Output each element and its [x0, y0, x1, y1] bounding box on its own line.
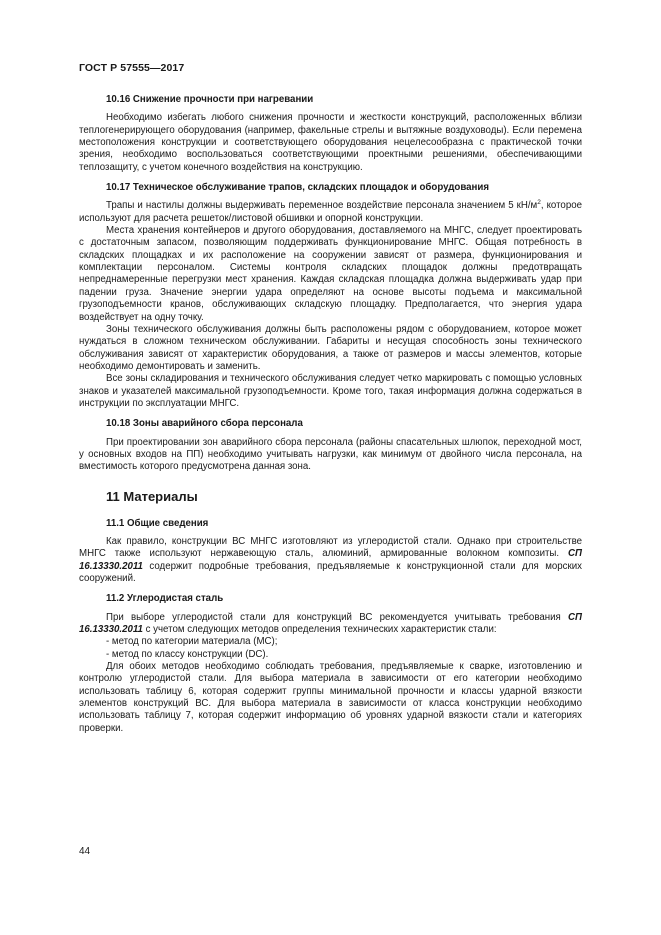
- method-list: [79, 636, 582, 661]
- paragraph: [79, 536, 582, 585]
- standard-reference: СП 16.13330.2011: [79, 611, 582, 636]
- section-10-16: [79, 94, 582, 174]
- text-run: Как правило, конструкции ВС МНГС изготовляют из углеродистой стали. Однако при строительстве МНГС также используют нержавеющую сталь, алюминий, армированные волокном композиты.: [79, 535, 582, 560]
- paragraph: Для обоих методов необходимо соблюдать требования, предъявляемые к сварке, изготовлению и контролю углеродистой стали. Для выбора материала в зависимости от его категории необходимо использовать таблицу 6, которая содержит группы минимальной прочности и классы ударной вязкости элементов конструкций ВС. Для выбора материала в зависимости от класса конструкции необходимо использовать таблицу 7, которая содержит информацию об уровнях ударной вязкости стали и категориях проверки.: [79, 661, 582, 734]
- paragraph: При проектировании зон аварийного сбора персонала (районы спасательных шлюпок, переходной мост, у основных входов на ПП) необходимо учитывать нагрузки, как минимум от двойного числа персонала, на вместимость которого предусмотрена данная зона.: [79, 436, 582, 473]
- text-run: При выборе углеродистой стали для конструкций ВС рекомендуется учитывать требования: [106, 611, 561, 623]
- section-heading: 10.18 Зоны аварийного сбора персонала: [106, 418, 303, 430]
- paragraph: Места хранения контейнеров и другого оборудования, доставляемого на МНГС, следует проектировать с достаточным запасом, позволяющим поддерживать функционирование МНГС. Общая потребность в складских площадках и их расположение на сооружении зависят от размера, функционирования и комплектации персоналом. Системы контроля складских площадок должны предотвращать непреднамеренные перегрузки мест хранения. Каждая складская площадка должна выдерживать удар при падении груза. Значение энергии удара определяют на основе высоты подъема и максимальной грузоподъемности кранов, обслуживающих складскую площадку. Предполагается, что энергия удара воздействует на одну точку.: [79, 225, 582, 323]
- document-body: [79, 94, 582, 735]
- list-item: - метод по классу конструкции (DC).: [106, 648, 269, 660]
- standard-reference: СП 16.13330.2011: [79, 548, 582, 572]
- text-run: Трапы и настилы должны выдерживать переменное воздействие персонала значением 5 кН/м: [106, 200, 538, 212]
- superscript: 2: [537, 199, 541, 207]
- text-run: , которое используют для расчета решеток/листовой обшивки и опорной конструкции.: [79, 200, 582, 224]
- section-heading: 10.17 Техническое обслуживание трапов, складских площадок и оборудования: [106, 182, 489, 194]
- section-heading: 10.16 Снижение прочности при нагревании: [106, 94, 314, 105]
- text-run: с учетом следующих методов определения технических характеристик стали:: [142, 624, 497, 636]
- section-10-18: [79, 418, 582, 473]
- paragraph: Все зоны складирования и технического обслуживания следует четко маркировать с помощью условных знаков и указателей максимальной грузоподъемности. Кроме того, такая информация должна содержаться в инструкции по эксплуатации МНГС.: [79, 373, 582, 409]
- section-heading: 11.2 Углеродистая сталь: [106, 593, 224, 605]
- list-item: - метод по категории материала (МС);: [106, 636, 278, 648]
- section-10-17: [79, 182, 582, 410]
- paragraph: [79, 612, 582, 637]
- document-header: ГОСТ Р 57555—2017: [79, 62, 185, 74]
- section-11-2: [79, 593, 582, 735]
- chapter-heading: 11 Материалы: [106, 488, 198, 504]
- paragraph: Необходимо избегать любого снижения прочности и жесткости конструкций, расположенных вблизи теплогенерирующего оборудования (например, факельные стрелы и вытяжные воздуховоды). Если перемена местоположения конструкции и соответствующего оборудования нецелесообразна с практической точки зрения, необходимо воспользоваться соответствующими проектными решениями, обеспечивающими теплозащиту, с учетом конечного воздействия на конструкцию.: [79, 112, 582, 173]
- text-run: содержит подробные требования, предъявляемые к конструкционной стали для морских сооружений.: [79, 560, 582, 584]
- page-number: 44: [79, 846, 91, 857]
- section-11-1: [79, 518, 582, 586]
- paragraph: [79, 200, 582, 225]
- paragraph: Зоны технического обслуживания должны быть расположены рядом с оборудованием, которое может нуждаться в сложном техническом обслуживании. Габариты и несущая способность зоны технического обслуживания зависят от характеристик оборудования, а также от размеров и массы элементов, которые необходимо демонтировать и заменить.: [79, 323, 582, 372]
- section-heading: 11.1 Общие сведения: [106, 517, 209, 529]
